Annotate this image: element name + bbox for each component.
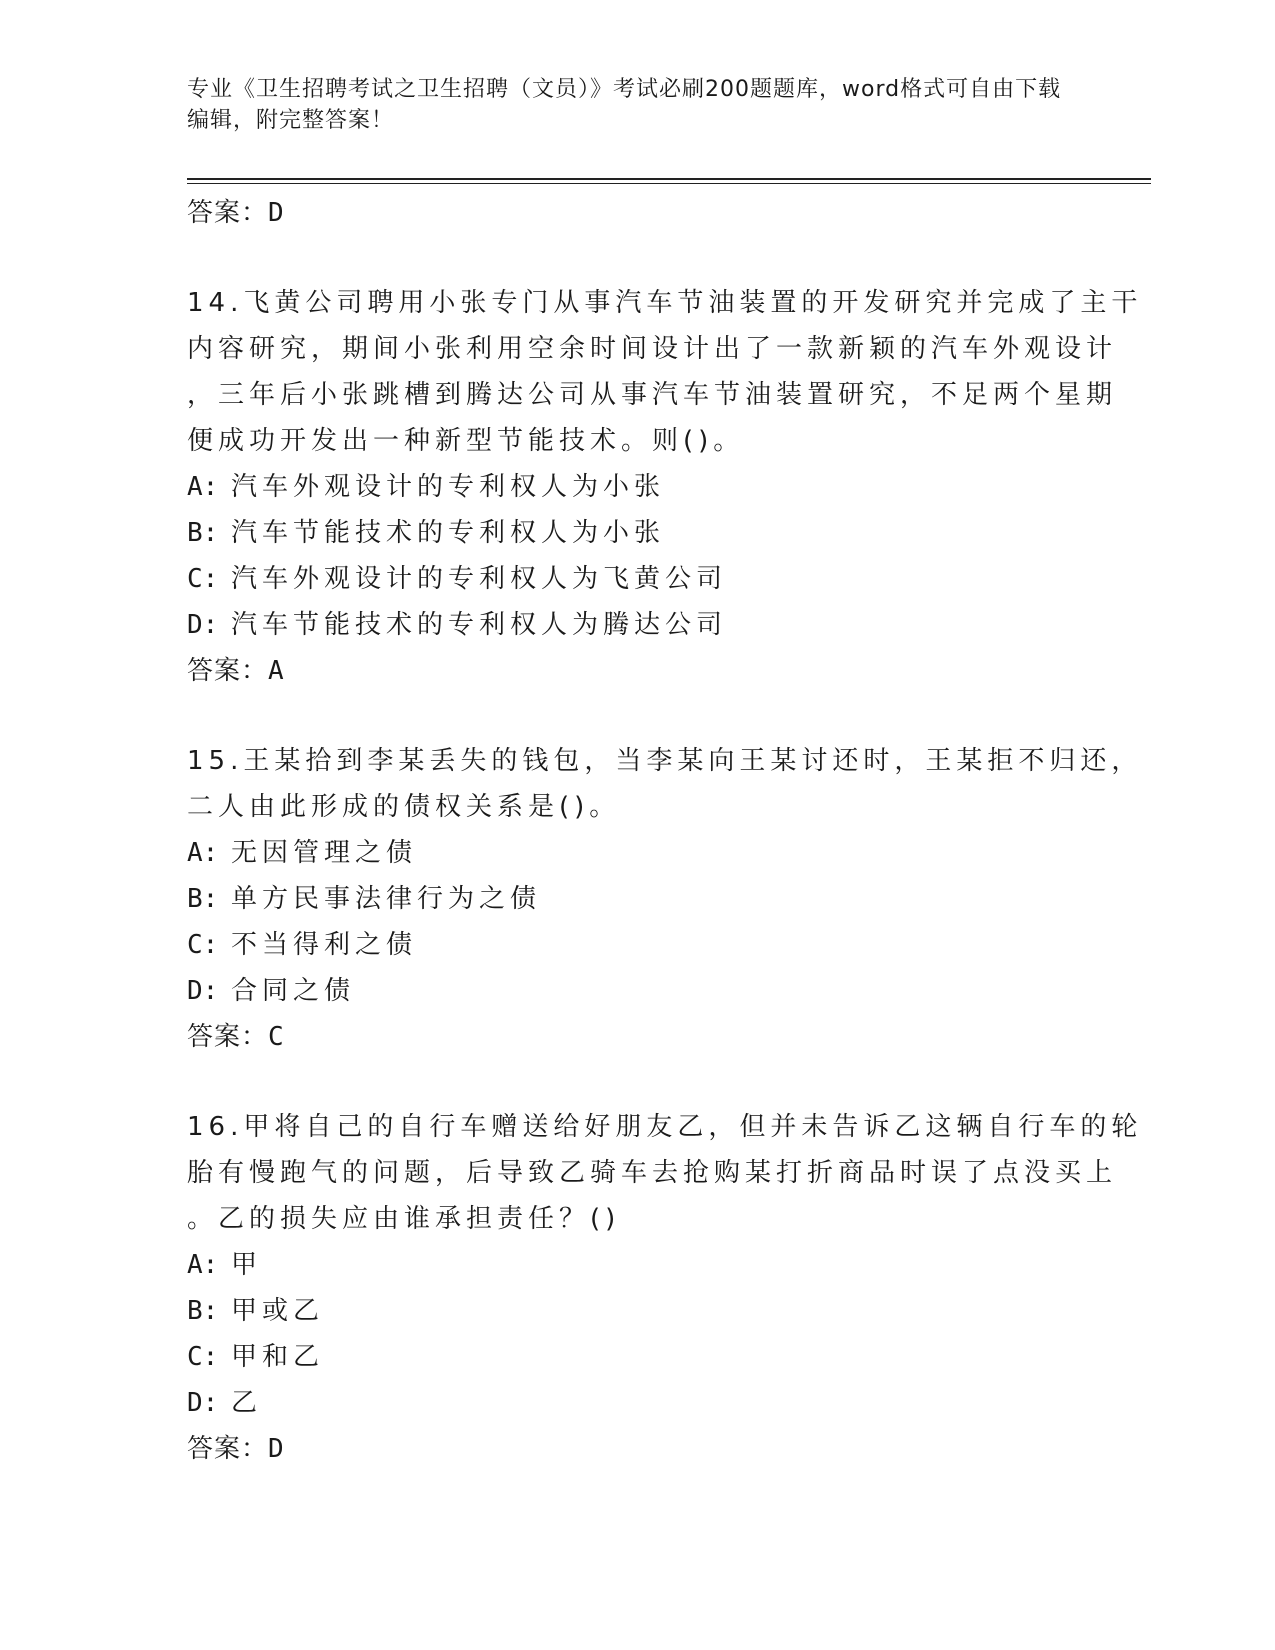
question-stem-line: ，三年后小张跳槽到腾达公司从事汽车节油装置研究，不足两个星期	[187, 380, 1118, 410]
option-key: A:	[187, 472, 219, 502]
option-key: B:	[187, 884, 219, 914]
option-key: B:	[187, 1296, 219, 1326]
option-text: 汽车外观设计的专利权人为飞黄公司	[231, 564, 728, 594]
option-text: 甲和乙	[231, 1342, 325, 1372]
option-key: C:	[187, 930, 219, 960]
question-block	[187, 1104, 1143, 1472]
option-key: B:	[187, 518, 219, 548]
option-text: 汽车节能技术的专利权人为腾达公司	[231, 610, 728, 640]
option-text: 无因管理之债	[231, 838, 418, 868]
answer-option	[187, 1334, 1087, 1380]
option-key: D:	[187, 1388, 219, 1418]
answer-line	[187, 648, 1087, 694]
answer-option	[187, 602, 1087, 648]
answer-option	[187, 1242, 1087, 1288]
option-text: 甲	[231, 1250, 263, 1280]
option-text: 乙	[231, 1388, 263, 1418]
answer-option	[187, 1288, 1087, 1334]
answer-label: 答案：	[187, 656, 269, 686]
option-key: D:	[187, 610, 219, 640]
answer-label: 答案：	[187, 1022, 269, 1052]
question-stem-line: 二人由此形成的债权关系是()。	[187, 792, 621, 822]
question-stem-line: 16.甲将自己的自行车赠送给好朋友乙，但并未告诉乙这辆自行车的轮	[187, 1112, 1143, 1142]
page-header: 专业《卫生招聘考试之卫生招聘（文员）》考试必刷200题题库，word格式可自由下载编辑，附完整答案！	[187, 77, 1062, 133]
answer-option	[187, 464, 1087, 510]
answer-value: C	[268, 1022, 285, 1052]
answer-option	[187, 556, 1087, 602]
answer-line	[187, 190, 1087, 236]
header-divider	[187, 178, 1151, 180]
answer-line	[187, 1426, 1087, 1472]
question-list	[187, 280, 1143, 1472]
option-key: A:	[187, 838, 219, 868]
answer-line	[187, 1014, 1087, 1060]
question-stem	[187, 280, 1143, 464]
document-body	[187, 190, 1143, 1472]
answer-option	[187, 830, 1087, 876]
answer-value: D	[268, 1434, 285, 1464]
answer-value: A	[268, 656, 285, 686]
question-stem	[187, 1104, 1143, 1242]
question-block	[187, 280, 1143, 694]
question-stem-line: 胎有慢跑气的问题，后导致乙骑车去抢购某打折商品时误了点没买上	[187, 1158, 1118, 1188]
answer-option	[187, 922, 1087, 968]
question-stem-line: 15.王某拾到李某丢失的钱包，当李某向王某讨还时，王某拒不归还，	[187, 746, 1143, 776]
option-text: 单方民事法律行为之债	[231, 884, 542, 914]
option-key: A:	[187, 1250, 219, 1280]
question-stem	[187, 738, 1143, 830]
option-text: 甲或乙	[231, 1296, 325, 1326]
option-text: 汽车外观设计的专利权人为小张	[231, 472, 666, 502]
option-key: C:	[187, 564, 219, 594]
question-stem-line: 14.飞黄公司聘用小张专门从事汽车节油装置的开发研究并完成了主干	[187, 288, 1143, 318]
question-stem-line: 内容研究，期间小张利用空余时间设计出了一款新颖的汽车外观设计	[187, 334, 1118, 364]
option-key: D:	[187, 976, 219, 1006]
answer-option	[187, 876, 1087, 922]
answer-option	[187, 968, 1087, 1014]
answer-value: D	[268, 198, 285, 228]
answer-label: 答案：	[187, 198, 269, 228]
question-block	[187, 738, 1143, 1060]
option-text: 汽车节能技术的专利权人为小张	[231, 518, 666, 548]
answer-label: 答案：	[187, 1434, 269, 1464]
question-stem-line: 便成功开发出一种新型节能技术。则()。	[187, 426, 745, 456]
header-divider-thin	[187, 183, 1151, 184]
option-key: C:	[187, 1342, 219, 1372]
answer-option	[187, 510, 1087, 556]
option-text: 合同之债	[231, 976, 356, 1006]
question-stem-line: 。乙的损失应由谁承担责任？()	[187, 1204, 621, 1234]
answer-option	[187, 1380, 1087, 1426]
option-text: 不当得利之债	[231, 930, 418, 960]
